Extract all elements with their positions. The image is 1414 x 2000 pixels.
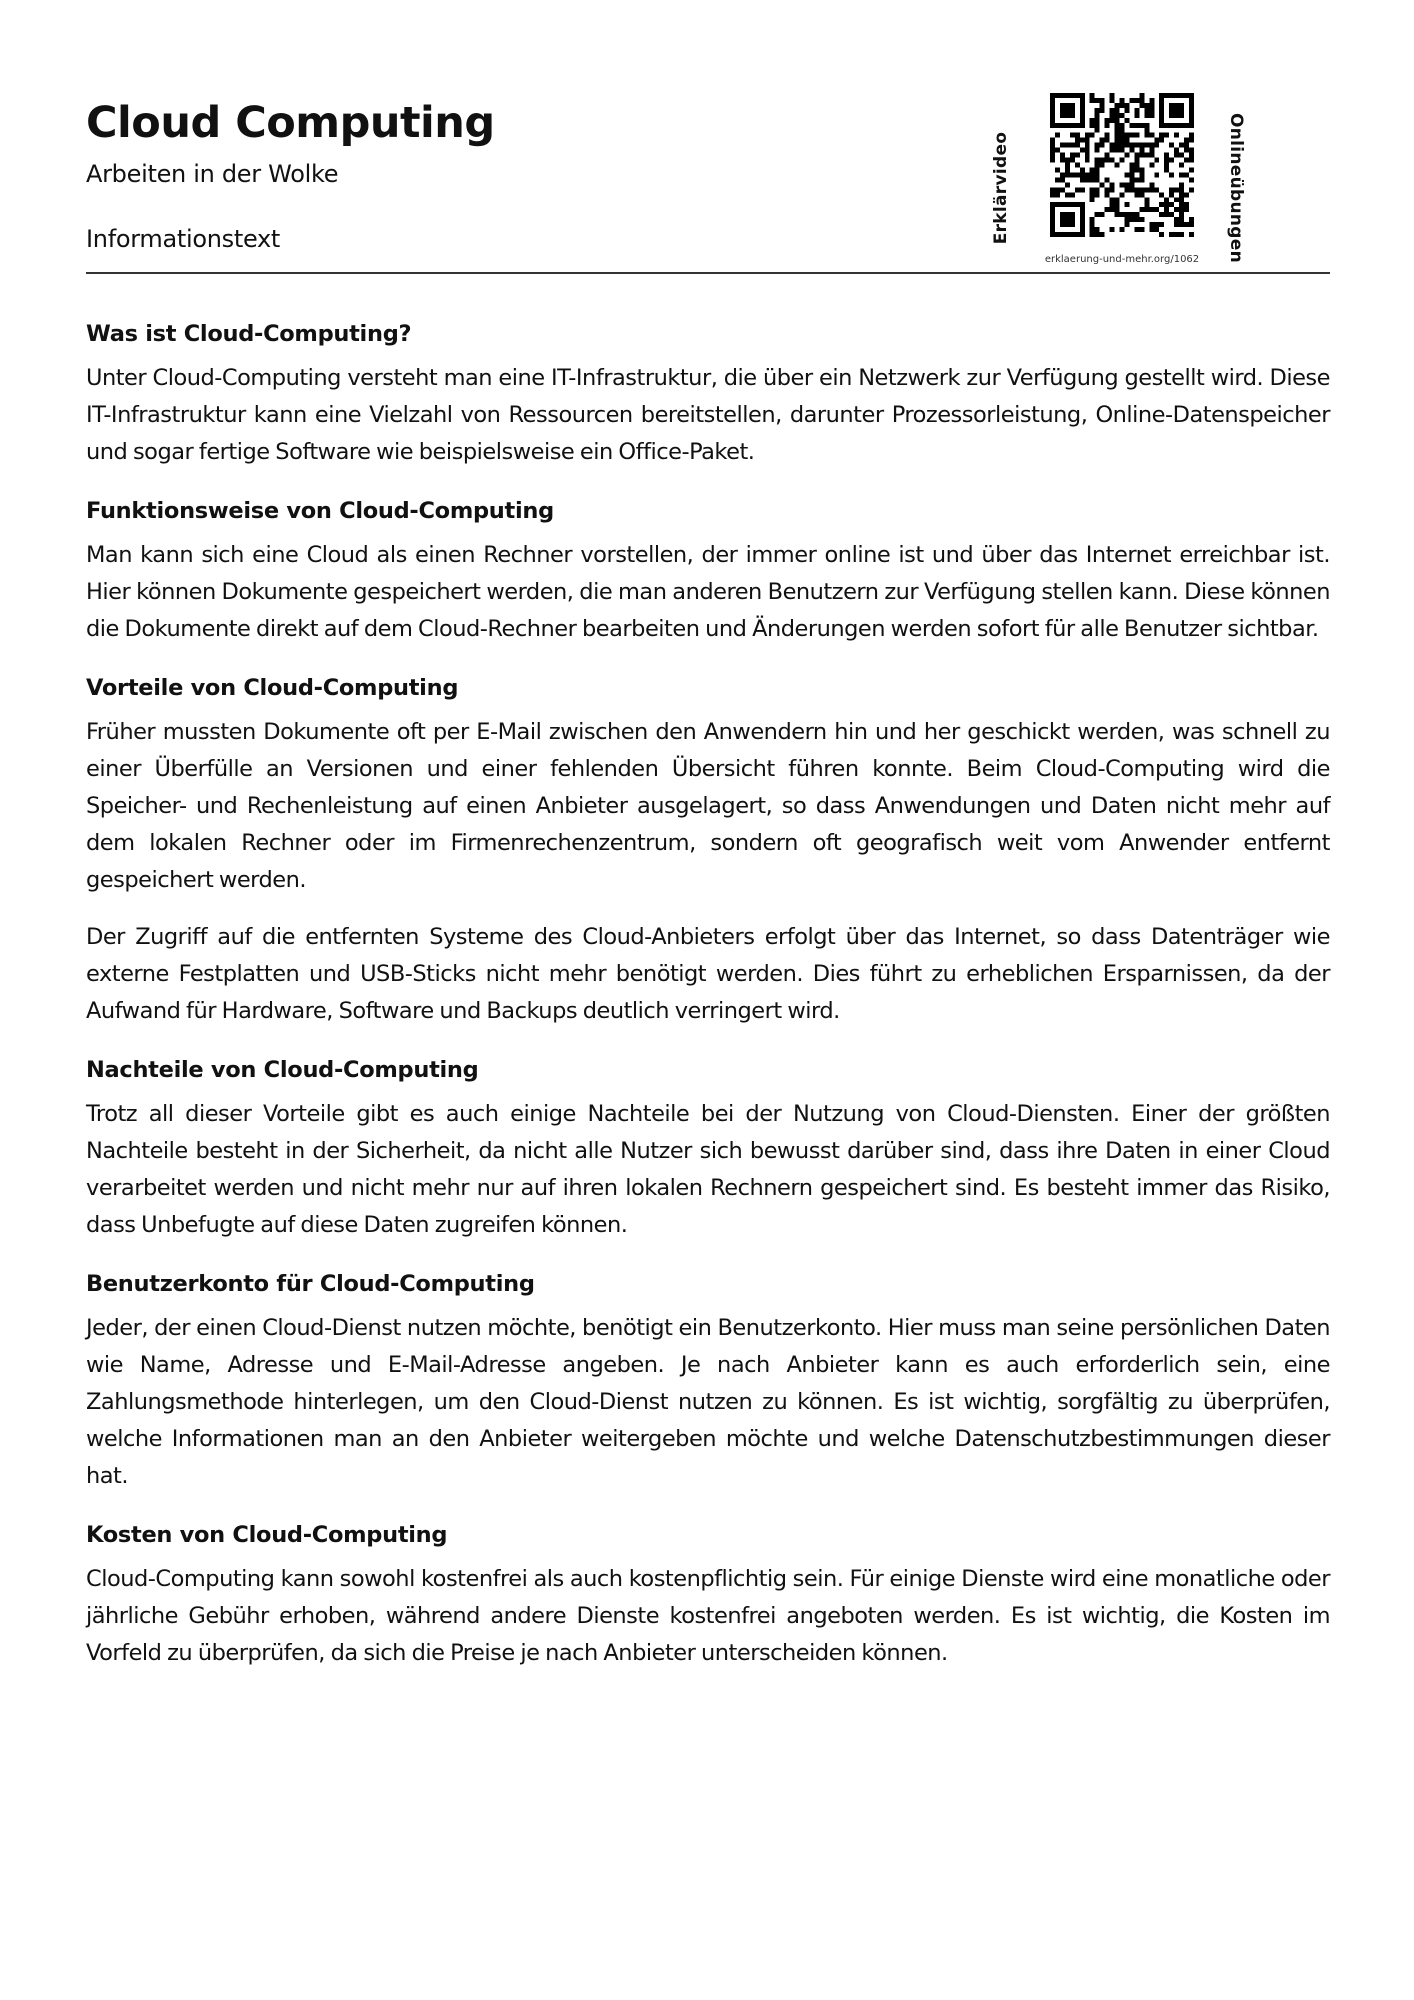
section-paragraph: Der Zugriff auf die entfernten Systeme des Cloud-Anbieters erfolgt über das Internet, so dass Datenträger wie externe Festplatten und USB-Sticks nicht mehr benötigt werden. Dies führt zu erheblichen Ersparnissen, da der Aufwand für Hardware, Software und Backups deutlich verringert wird. — [86, 924, 1330, 1024]
text-section — [86, 672, 1330, 1030]
section-heading: Benutzerkonto für Cloud-Computing — [86, 1271, 535, 1297]
main-content — [86, 318, 1330, 1696]
page-title: Cloud Computing — [86, 98, 495, 148]
section-paragraph: Man kann sich eine Cloud als einen Rechner vorstellen, der immer online ist und über das Internet erreichbar ist. Hier können Dokumente gespeichert werden, die man anderen Benutzern zur Verfügung stellen kann. Diese können die Dokumente direkt auf dem Cloud-Rechner bearbeiten und Änderungen werden sofort für alle Benutzer sichtbar. — [86, 542, 1330, 642]
section-heading: Was ist Cloud-Computing? — [86, 321, 412, 347]
qr-url[interactable]: erklaerung-und-mehr.org/1062 — [1044, 254, 1200, 265]
section-heading: Kosten von Cloud-Computing — [86, 1522, 448, 1548]
section-paragraph: Unter Cloud-Computing versteht man eine IT-Infrastruktur, die über ein Netzwerk zur Verfügung gestellt wird. Diese IT-Infrastruktur kann eine Vielzahl von Ressourcen bereitstellen, darunter Prozessorleistung, Online-Datenspeicher und sogar fertige Software wie beispielsweise ein Office-Paket. — [86, 365, 1330, 465]
text-section — [86, 495, 1330, 648]
header-divider — [86, 272, 1330, 274]
page-subtitle: Arbeiten in der Wolke — [86, 160, 339, 188]
text-section — [86, 1268, 1330, 1495]
section-heading: Nachteile von Cloud-Computing — [86, 1057, 479, 1083]
section-heading: Funktionsweise von Cloud-Computing — [86, 498, 554, 524]
text-section — [86, 1054, 1330, 1244]
section-paragraph: Früher mussten Dokumente oft per E-Mail zwischen den Anwendern hin und her geschickt werden, was schnell zu einer Überfülle an Versionen und einer fehlenden Übersicht führen konnte. Beim Cloud-Computing wird die Speicher- und Rechenleistung auf einen Anbieter ausgelagert, so dass Anwendungen und Daten nicht mehr auf dem lokalen Rechner oder im Firmenrechenzentrum, sondern oft geografisch weit vom Anwender entfernt gespeichert werden. — [86, 719, 1330, 893]
section-paragraph: Trotz all dieser Vorteile gibt es auch einige Nachteile bei der Nutzung von Cloud-Diensten. Einer der größten Nachteile besteht in der Sicherheit, da nicht alle Nutzer sich bewusst darüber sind, dass ihre Daten in einer Cloud verarbeitet werden und nicht mehr nur auf ihren lokalen Rechnern gespeichert sind. Es besteht immer das Risiko, dass Unbefugte auf diese Daten zugreifen können. — [86, 1101, 1330, 1238]
explainer-video-label: Erklärvideo — [991, 131, 1011, 245]
text-section — [86, 1519, 1330, 1672]
document-type: Informationstext — [86, 225, 280, 253]
text-section — [86, 318, 1330, 471]
section-heading: Vorteile von Cloud-Computing — [86, 675, 459, 701]
section-paragraph: Cloud-Computing kann sowohl kostenfrei als auch kostenpflichtig sein. Für einige Dienste wird eine monatliche oder jährliche Gebühr erhoben, während andere Dienste kostenfrei angeboten werden. Es ist wichtig, die Kosten im Vorfeld zu überprüfen, da sich die Preise je nach Anbieter unterscheiden können. — [86, 1566, 1330, 1666]
online-exercises-label: Onlineübungen — [1226, 112, 1246, 264]
qr-code-icon[interactable] — [1050, 93, 1194, 237]
section-paragraph: Jeder, der einen Cloud-Dienst nutzen möchte, benötigt ein Benutzerkonto. Hier muss man seine persönlichen Daten wie Name, Adresse und E-Mail-Adresse angeben. Je nach Anbieter kann es auch erforderlich sein, eine Zahlungsmethode hinterlegen, um den Cloud-Dienst nutzen zu können. Es ist wichtig, sorgfältig zu überprüfen, welche Informationen man an den Anbieter weitergeben möchte und welche Datenschutzbestimmungen dieser hat. — [86, 1315, 1330, 1489]
